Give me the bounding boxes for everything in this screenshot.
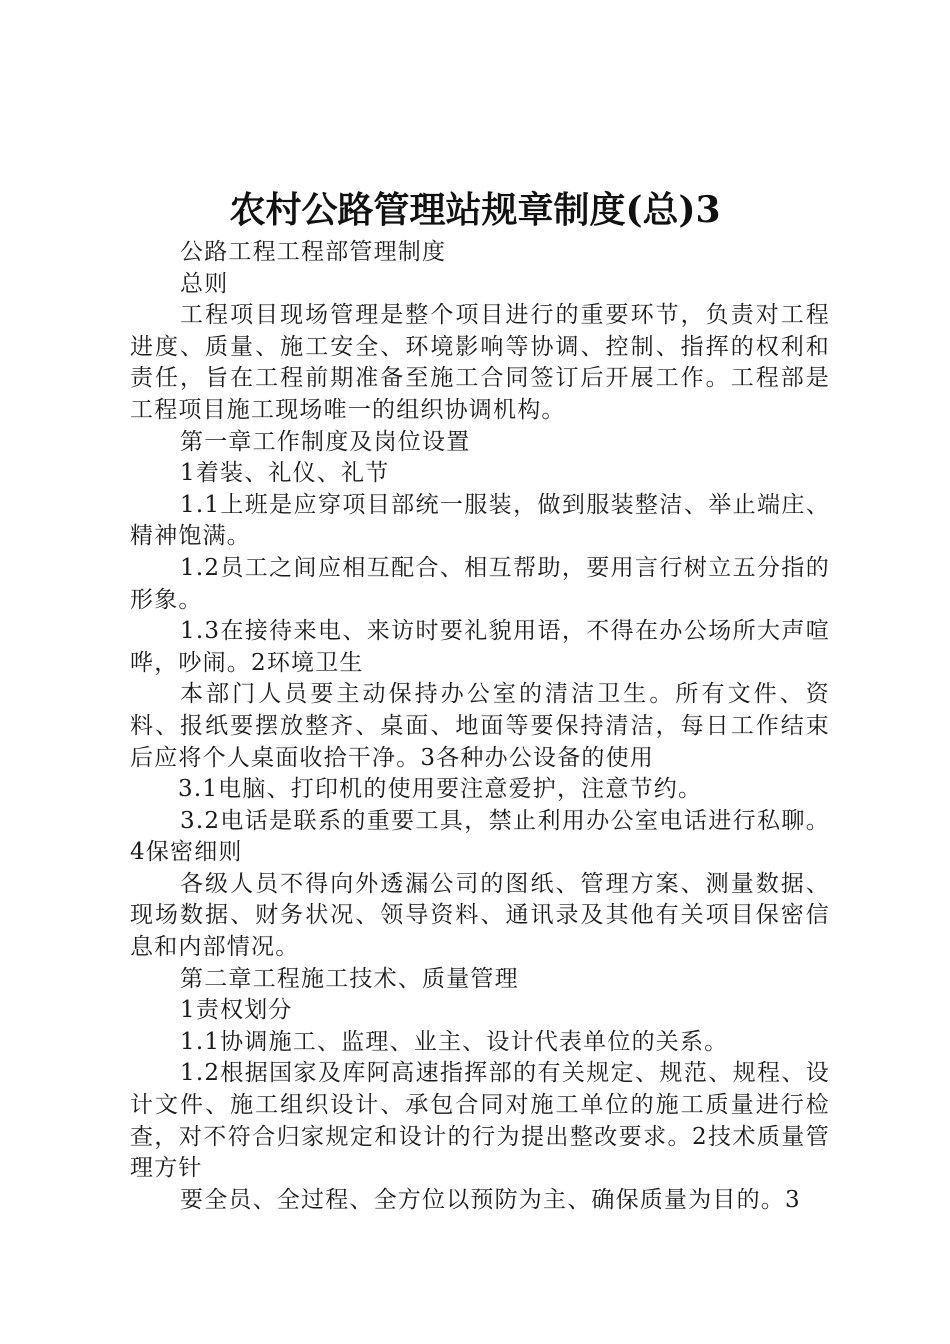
- section-heading: 公路工程工程部管理制度: [180, 239, 447, 265]
- document-title: 农村公路管理站规章制度(总)3: [229, 189, 721, 231]
- clause-item: 1.2员工之间应相互配合、相互帮助，要用言行树立五分指的形象。: [130, 554, 830, 613]
- body-paragraph: 本部门人员要主动保持办公室的清洁卫生。所有文件、资料、报纸要摆放整齐、桌面、地面等要保持清洁，每日工作结束后应将个人桌面收拾干净。3各种办公设备的使用: [130, 681, 830, 771]
- clause-item: 1.1协调施工、监理、业主、设计代表单位的关系。: [180, 1028, 729, 1055]
- clause-heading: 1责权划分: [180, 997, 293, 1024]
- chapter-heading: 第二章工程施工技术、质量管理: [180, 965, 519, 992]
- clause-item: 1.1上班是应穿项目部统一服装，做到服装整洁、举止端庄、精神饱满。: [130, 491, 830, 550]
- clause-item: 3.2电话是联系的重要工具，禁止利用办公室电话进行私聊。4保密细则: [130, 807, 830, 866]
- subsection-heading: 总则: [180, 270, 229, 297]
- clause-item: 1.3在接待来电、来访时要礼貌用语，不得在办公场所大声喧哗，吵闹。2环境卫生: [130, 618, 830, 676]
- body-paragraph: 各级人员不得向外透漏公司的图纸、管理方案、测量数据、现场数据、财务状况、领导资料、通讯录及其他有关项目保密信息和内部情况。: [130, 870, 830, 961]
- document-body: [130, 237, 830, 1216]
- chapter-heading: 第一章工作制度及岗位设置: [180, 428, 471, 455]
- clause-item: 3.1电脑、打印机的使用要注意爱护，注意节约。: [178, 776, 703, 803]
- body-paragraph: 要全员、全过程、全方位以预防为主、确保质量为目的。3: [180, 1186, 801, 1213]
- clause-heading: 1着装、礼仪、礼节: [180, 460, 390, 487]
- clause-item: 1.2根据国家及库阿高速指挥部的有关规定、规范、规程、设计文件、施工组织设计、承包合同对施工单位的施工质量进行检查，对不符合归家规定和设计的行为提出整改要求。2技术质量管理方针: [130, 1060, 830, 1182]
- body-paragraph: 工程项目现场管理是整个项目进行的重要环节，负责对工程进度、质量、施工安全、环境影响等协调、控制、指挥的权利和责任，旨在工程前期准备至施工合同签订后开展工作。工程部是工程项目施工现场唯一的组织协调机构。: [130, 302, 830, 423]
